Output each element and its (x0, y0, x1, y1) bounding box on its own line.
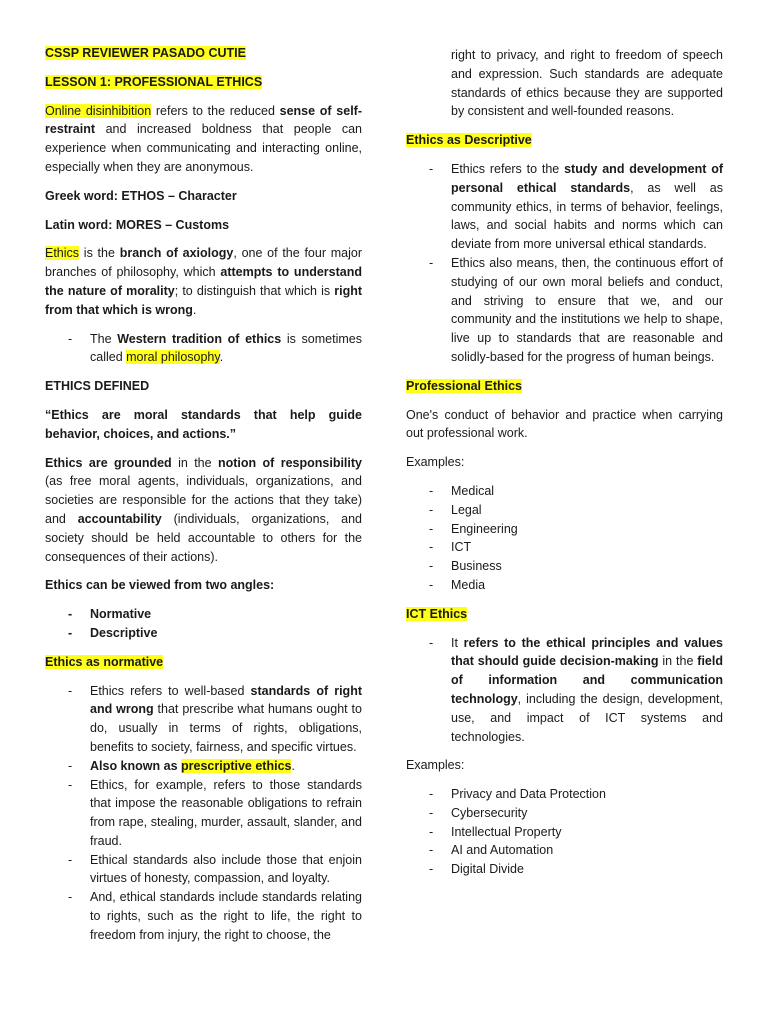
ethics-grounded-paragraph: Ethics are grounded in the notion of responsibility (as free moral agents, individuals, organizations, and societies are responsible for the actions that they take) and accountability (individuals, organizations, and society should be held accountable to others for the consequences of their actions). (45, 455, 362, 564)
list-item: - Privacy and Data Protection (406, 785, 723, 804)
ict-examples-list (406, 785, 723, 879)
angles-list (45, 605, 362, 643)
list-item: - Normative (45, 605, 362, 624)
western-tradition-list (45, 330, 362, 368)
lesson-heading: LESSON 1: PROFESSIONAL ETHICS (45, 74, 263, 89)
list-item: - Ethical standards also include those that enjoin virtues of honesty, compassion, and loyalty. (45, 851, 362, 889)
online-disinhibition-paragraph: Online disinhibition refers to the reduced sense of self-restraint and increased boldness that people can experience when communicating and interacting online, especially when they are anonymous. (45, 103, 362, 174)
right-column (406, 46, 723, 889)
list-item: - Ethics refers to the study and development of personal ethical standards, as well as community ethics, in terms of behavior, feelings, laws, and social habits and norms which can deviate from more universal ethical standards. (406, 160, 723, 254)
list-item: - It refers to the ethical principles and values that should guide decision-making in the field of information and communication technology, including the design, development, use, and impact of ICT systems and technologies. (406, 634, 723, 747)
list-item: - Medical (406, 482, 723, 501)
ict-ethics-list (406, 634, 723, 747)
list-item: - Descriptive (45, 624, 362, 643)
greek-word-line: Greek word: ETHOS – Character (45, 188, 237, 203)
list-item: - Media (406, 576, 723, 595)
list-item: - ICT (406, 538, 723, 557)
examples-label: Examples: (406, 758, 465, 773)
ethics-quote: “Ethics are moral standards that help guide behavior, choices, and actions.” (45, 407, 362, 441)
list-item: - Intellectual Property (406, 823, 723, 842)
normative-continuation: right to privacy, and right to freedom of speech and expression. Such standards are adequate standards of ethics because they are supported by consistent and well-founded reasons. (451, 48, 723, 119)
left-column (45, 44, 362, 955)
professional-ethics-definition: One's conduct of behavior and practice when carrying out professional work. (406, 407, 723, 441)
normative-heading: Ethics as normative (45, 654, 164, 669)
ethics-defined-heading: ETHICS DEFINED (45, 379, 150, 394)
list-item: - Ethics, for example, refers to those standards that impose the reasonable obligations to refrain from rape, stealing, murder, assault, slander, and fraud. (45, 776, 362, 851)
ict-ethics-heading: ICT Ethics (406, 606, 468, 621)
list-item: - Ethics refers to well-based standards of right and wrong that prescribe what humans ought to do, usually in terms of rights, obligations, benefits to society, fairness, and specific virtues. (45, 682, 362, 757)
normative-list (45, 682, 362, 945)
professional-ethics-heading: Professional Ethics (406, 378, 523, 393)
ethics-definition-paragraph: Ethics is the branch of axiology, one of the four major branches of philosophy, which attempts to understand the nature of morality; to distinguish that which is right from that which is wrong. (45, 246, 363, 317)
list-item: - Business (406, 557, 723, 576)
list-item: - Cybersecurity (406, 804, 723, 823)
list-item: - And, ethical standards include standards relating to rights, such as the right to life, the right to freedom from injury, the right to choose, the (45, 888, 362, 944)
descriptive-heading: Ethics as Descriptive (406, 133, 532, 148)
descriptive-list (406, 160, 723, 367)
professional-examples-list (406, 482, 723, 595)
list-item: - The Western tradition of ethics is sometimes called moral philosophy. (45, 330, 362, 368)
list-item: - AI and Automation (406, 841, 723, 860)
examples-label: Examples: (406, 455, 465, 470)
two-angles-intro: Ethics can be viewed from two angles: (45, 578, 275, 593)
list-item: - Legal (406, 501, 723, 520)
list-item: - Engineering (406, 520, 723, 539)
latin-word-line: Latin word: MORES – Customs (45, 217, 230, 232)
document-title: CSSP REVIEWER PASADO CUTIE (45, 46, 246, 60)
list-item: - Also known as prescriptive ethics. (45, 757, 362, 776)
list-item: - Digital Divide (406, 860, 723, 879)
list-item: - Ethics also means, then, the continuous effort of studying of our own moral beliefs and conduct, and striving to ensure that we, and our community and the institutions we help to shape, live up to standards that are reasonable and solidly-based for the progress of human beings. (406, 254, 723, 367)
